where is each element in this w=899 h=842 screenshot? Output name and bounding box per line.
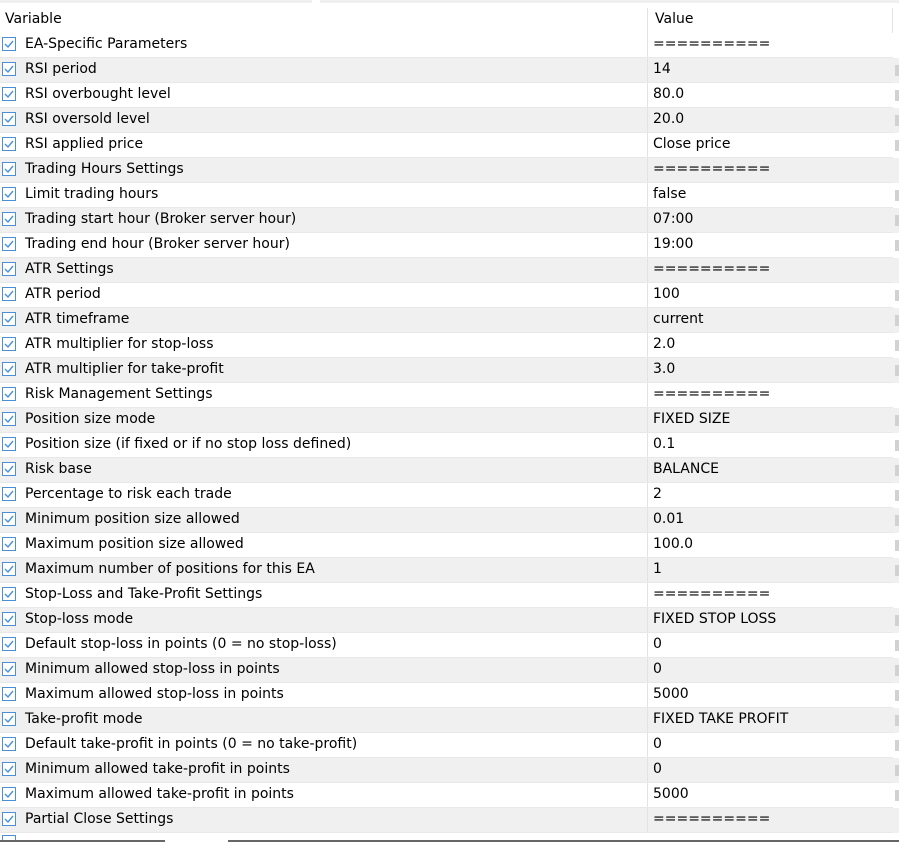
parameter-value[interactable]: ========== [653,811,771,827]
checkbox-checked-icon[interactable] [2,312,16,326]
group-row[interactable] [0,33,899,58]
checkbox-checked-icon[interactable] [2,287,16,301]
column-overflow [895,740,899,751]
column-overflow [895,515,899,526]
parameter-value[interactable]: 0.01 [653,511,685,527]
parameter-row[interactable] [0,758,899,783]
parameter-value[interactable]: 0.1 [653,436,676,452]
group-row[interactable] [0,808,899,833]
column-divider [647,208,648,233]
parameter-name: Minimum position size allowed [25,511,240,527]
parameter-value[interactable]: 3.0 [653,361,676,377]
column-overflow [895,190,899,201]
column-overflow [895,565,899,576]
column-divider [647,483,648,508]
column-overflow [895,140,899,151]
parameter-name: Minimum allowed stop-loss in points [25,661,280,677]
column-divider [647,308,648,333]
parameter-name: Trading start hour (Broker server hour) [25,211,297,227]
column-overflow [895,215,899,226]
parameter-row[interactable] [0,608,899,633]
column-divider [647,358,648,383]
parameter-value[interactable]: 19:00 [653,236,694,252]
column-divider [647,683,648,708]
top-border [0,0,899,3]
column-overflow [895,90,899,101]
column-divider [647,583,648,608]
parameter-name: RSI oversold level [25,111,150,127]
checkbox-checked-icon[interactable] [2,62,16,76]
parameter-row[interactable] [0,783,899,808]
parameter-name: Position size mode [25,411,156,427]
checkbox-checked-icon[interactable] [2,187,16,201]
next-row-partial [0,833,899,842]
column-overflow [895,340,899,351]
parameter-row[interactable] [0,433,899,458]
column-overflow [895,65,899,76]
checkbox-checked-icon[interactable] [2,387,16,401]
checkbox-checked-icon[interactable] [2,587,16,601]
column-overflow [895,715,899,726]
column-divider [647,158,648,183]
column-divider [647,708,648,733]
parameter-name: Minimum allowed take-profit in points [25,761,290,777]
parameter-row[interactable] [0,708,899,733]
column-divider [647,508,648,533]
column-overflow [895,440,899,451]
column-overflow [895,665,899,676]
checkbox-checked-icon[interactable] [2,362,16,376]
column-overflow [895,465,899,476]
checkbox-checked-icon[interactable] [2,337,16,351]
parameter-row[interactable] [0,408,899,433]
parameter-name: Default take-profit in points (0 = no take-profit) [25,736,358,752]
checkbox-checked-icon[interactable] [2,687,16,701]
checkbox-checked-icon[interactable] [2,137,16,151]
column-overflow [895,240,899,251]
parameter-value[interactable]: Close price [653,136,731,152]
parameter-row[interactable] [0,458,899,483]
column-divider [647,33,648,58]
column-overflow [895,790,899,801]
grid-rows [0,33,899,833]
parameter-row[interactable] [0,508,899,533]
parameter-row[interactable] [0,183,899,208]
parameter-name: Default stop-loss in points (0 = no stop-loss) [25,636,337,652]
parameter-value[interactable]: FIXED TAKE PROFIT [653,711,789,727]
parameter-name: Risk base [25,461,92,477]
column-divider [647,433,648,458]
checkbox-checked-icon[interactable] [2,712,16,726]
parameter-row[interactable] [0,358,899,383]
column-divider [647,258,648,283]
column-divider [647,58,648,83]
parameter-value[interactable]: FIXED SIZE [653,411,731,427]
column-divider [647,108,648,133]
parameter-value[interactable]: 80.0 [653,86,685,102]
column-header-value[interactable]: Value [655,11,694,27]
parameter-value[interactable]: ========== [653,386,771,402]
parameter-row[interactable] [0,658,899,683]
parameter-value[interactable]: current [653,311,704,327]
column-overflow [895,765,899,776]
column-divider [647,783,648,808]
parameter-value[interactable]: 5000 [653,786,689,802]
parameter-row[interactable] [0,233,899,258]
column-divider [647,558,648,583]
parameter-value[interactable]: 2.0 [653,336,676,352]
parameter-value[interactable]: 0 [653,761,662,777]
parameter-name: Maximum allowed stop-loss in points [25,686,284,702]
parameter-value[interactable]: 20.0 [653,111,685,127]
parameter-name: ATR multiplier for take-profit [25,361,224,377]
parameter-name: Stop-loss mode [25,611,134,627]
parameter-value[interactable]: 0 [653,661,662,677]
column-divider [647,83,648,108]
column-divider [647,633,648,658]
parameters-grid [0,8,899,833]
group-row[interactable] [0,158,899,183]
column-overflow [895,615,899,626]
column-divider [647,133,648,158]
parameter-row[interactable] [0,83,899,108]
checkbox-checked-icon[interactable] [2,237,16,251]
parameter-name: Maximum position size allowed [25,536,244,552]
checkbox-checked-icon[interactable] [2,612,16,626]
parameter-value[interactable]: ========== [653,36,771,52]
checkbox-checked-icon[interactable] [2,737,16,751]
parameter-row[interactable] [0,558,899,583]
column-overflow [895,640,899,651]
parameter-row[interactable] [0,308,899,333]
checkbox-checked-icon[interactable] [2,662,16,676]
parameter-name: Limit trading hours [25,186,159,202]
checkbox-checked-icon[interactable] [2,212,16,226]
parameter-value[interactable]: ========== [653,161,771,177]
parameter-name: ATR Settings [25,261,114,277]
checkbox-checked-icon[interactable] [2,162,16,176]
parameter-value[interactable]: 1 [653,561,662,577]
column-divider [647,283,648,308]
parameter-row[interactable] [0,208,899,233]
parameter-name: RSI period [25,61,97,77]
group-row[interactable] [0,258,899,283]
parameter-row[interactable] [0,483,899,508]
column-overflow [895,115,899,126]
parameter-value[interactable]: 100 [653,286,680,302]
column-divider [647,533,648,558]
parameter-value[interactable]: 5000 [653,686,689,702]
column-overflow [895,540,899,551]
parameter-name: Partial Close Settings [25,811,174,827]
parameter-name: RSI overbought level [25,86,171,102]
checkbox-checked-icon[interactable] [2,112,16,126]
column-overflow [895,690,899,701]
parameter-name: RSI applied price [25,136,144,152]
parameter-value[interactable]: ========== [653,261,771,277]
column-divider [647,183,648,208]
column-divider [647,608,648,633]
parameter-row[interactable] [0,283,899,308]
parameter-row[interactable] [0,133,899,158]
column-divider [647,758,648,783]
checkbox-checked-icon[interactable] [2,487,16,501]
parameter-name: EA-Specific Parameters [25,36,188,52]
parameter-row[interactable] [0,58,899,83]
parameter-value[interactable]: false [653,186,687,202]
column-divider [647,333,648,358]
checkbox-checked-icon[interactable] [2,637,16,651]
parameter-value[interactable]: BALANCE [653,461,719,477]
parameter-name: Maximum number of positions for this EA [25,561,315,577]
parameter-row[interactable] [0,533,899,558]
column-header-variable[interactable]: Variable [5,11,62,27]
column-overflow [895,290,899,301]
checkbox-checked-icon[interactable] [2,812,16,826]
parameter-value[interactable]: ========== [653,586,771,602]
column-divider [647,658,648,683]
parameter-value[interactable]: 07:00 [653,211,694,227]
parameter-value[interactable]: 100.0 [653,536,694,552]
parameter-name: ATR period [25,286,101,302]
parameter-name: ATR multiplier for stop-loss [25,336,214,352]
parameter-name: Trading end hour (Broker server hour) [25,236,290,252]
grid-header [0,8,899,33]
parameter-name: Position size (if fixed or if no stop loss defined) [25,436,352,452]
column-overflow [895,315,899,326]
parameter-value[interactable]: 0 [653,736,662,752]
group-row[interactable] [0,383,899,408]
parameter-row[interactable] [0,733,899,758]
checkbox-checked-icon[interactable] [2,262,16,276]
column-divider [647,383,648,408]
checkbox-checked-icon[interactable] [2,437,16,451]
group-row[interactable] [0,583,899,608]
parameter-row[interactable] [0,683,899,708]
parameter-value[interactable]: FIXED STOP LOSS [653,611,777,627]
column-divider [647,733,648,758]
parameter-row[interactable] [0,633,899,658]
parameter-row[interactable] [0,333,899,358]
column-divider [647,458,648,483]
column-overflow [895,365,899,376]
column-divider [647,808,648,833]
checkbox-checked-icon[interactable] [2,562,16,576]
column-divider [647,233,648,258]
parameter-name: Risk Management Settings [25,386,213,402]
parameter-name: Maximum allowed take-profit in points [25,786,294,802]
parameter-value[interactable]: 0 [653,636,662,652]
checkbox-checked-icon[interactable] [2,762,16,776]
column-overflow [895,415,899,426]
checkbox-checked-icon[interactable] [2,512,16,526]
parameter-value[interactable]: 14 [653,61,671,77]
checkbox-checked-icon[interactable] [2,87,16,101]
column-divider [647,408,648,433]
parameter-name: Stop-Loss and Take-Profit Settings [25,586,263,602]
checkbox-checked-icon[interactable] [2,412,16,426]
checkbox-checked-icon[interactable] [2,37,16,51]
parameter-name: Take-profit mode [25,711,143,727]
parameter-name: ATR timeframe [25,311,130,327]
parameter-name: Trading Hours Settings [25,161,184,177]
parameter-value[interactable]: 2 [653,486,662,502]
checkbox-checked-icon[interactable] [2,537,16,551]
parameter-name: Percentage to risk each trade [25,486,232,502]
parameter-row[interactable] [0,108,899,133]
checkbox-checked-icon[interactable] [2,462,16,476]
checkbox-checked-icon[interactable] [2,787,16,801]
column-overflow [895,490,899,501]
